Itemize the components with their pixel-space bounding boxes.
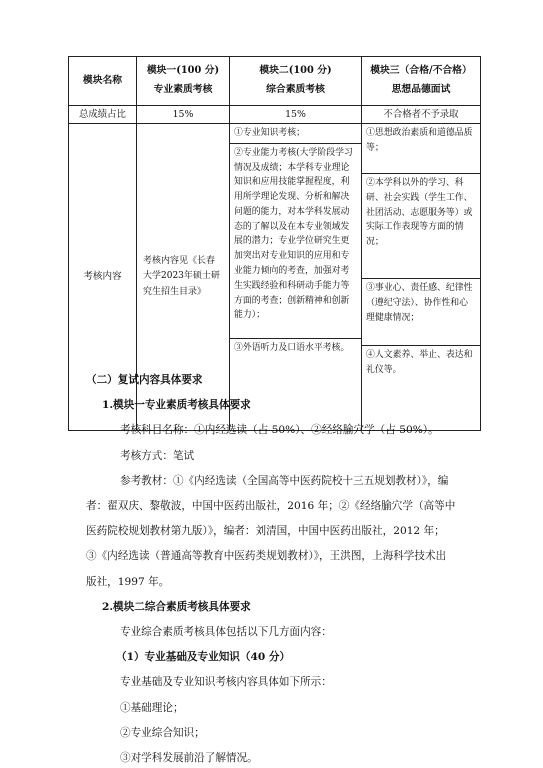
table-header-row [69, 57, 481, 106]
table-row-ratio [69, 106, 481, 124]
list-item: ①基础理论； [120, 702, 184, 714]
module-3-item: ①思想政治素质和道德品质等； [366, 128, 473, 153]
content-module-3 [362, 124, 481, 431]
content-module-2 [230, 124, 362, 431]
ratio-module-3: 不合格者不予录取 [362, 106, 481, 124]
module-3-item: ③事业心、责任感、纪律性（遵纪守法）、协作性和心理健康情况； [362, 278, 480, 345]
module-2-intro: 专业综合素质考核具体包括以下几方面内容： [120, 626, 332, 638]
module-1-references: 版社，1997 年。 [86, 576, 170, 588]
module-3-item: ②本学科以外的学习、科研、社会实践（学生工作、社团活动、志愿服务等）或实际工作表现等方面的情况； [362, 173, 480, 278]
module-2-item: ①专业知识考核； [234, 128, 305, 138]
module-2-item: ③外语听力及口语水平考核。 [230, 338, 361, 358]
ratio-module-2: 15% [230, 106, 362, 124]
header-module-name: 模块名称 [69, 57, 137, 106]
module-1-subjects: 考核科目名称：①内经选读（占 50%）、②经络腧穴学（占 50%）。 [120, 424, 439, 436]
list-item: ②专业综合知识； [120, 727, 205, 739]
module-1-references: 者：翟双庆、黎敬波，中国中医药出版社，2016 年；②《经络腧穴学（高等中 [86, 500, 456, 512]
module-1-references: 医药院校规划教材第九版）》，编者：刘清国，中国中医药出版社，2012 年； [86, 525, 445, 537]
module-2-item: ②专业能力考核(大学阶段学习情况及成绩；本学科专业理论知识和应用技能掌握程度，利用所学理论发现、分析和解决问题的能力，对本学科发展动态的了解以及在本专业领域发展的潜力；专业学位研究生更加突出对专业知识的应用和专业能力倾向的考查，加强对考生实践经验和科研动手能力等方面的考查；创新精神和创新能力）； [230, 143, 361, 338]
module-2-subheading: （1）专业基础及专业知识（40 分） [116, 651, 291, 663]
module-1-heading: 1.模块一专业素质考核具体要求 [102, 399, 251, 411]
module-1-references: 参考教材：①《内经选读（全国高等中医药院校十三五规划教材）》，编 [120, 475, 449, 487]
section-heading: （二）复试内容具体要求 [86, 374, 203, 386]
module-2-heading: 2.模块二综合素质考核具体要求 [102, 601, 251, 613]
module-3-item: ④人文素养、举止、表达和礼仪等。 [362, 345, 480, 380]
header-module-2: 模块二(100 分) 综合素质考核 [230, 57, 362, 106]
content-module-1: 考核内容见《长春大学2023年硕士研究生招生目录》 [137, 124, 230, 431]
module-2-sub-intro: 专业基础及专业知识考核内容具体如下所示： [120, 676, 332, 688]
header-module-3: 模块三（合格/不合格） 思想品德面试 [362, 57, 481, 106]
header-module-1: 模块一(100 分) 专业素质考核 [137, 57, 230, 106]
content-label: 考核内容 [69, 124, 137, 431]
ratio-label: 总成绩占比 [69, 106, 137, 124]
module-1-references: ③《内经选读（普通高等教育中医药类规划教材）》，王洪图，上海科学技术出 [86, 550, 447, 562]
ratio-module-1: 15% [137, 106, 230, 124]
list-item: ③对学科发展前沿了解情况。 [120, 752, 258, 764]
module-1-method: 考核方式：笔试 [120, 450, 195, 462]
